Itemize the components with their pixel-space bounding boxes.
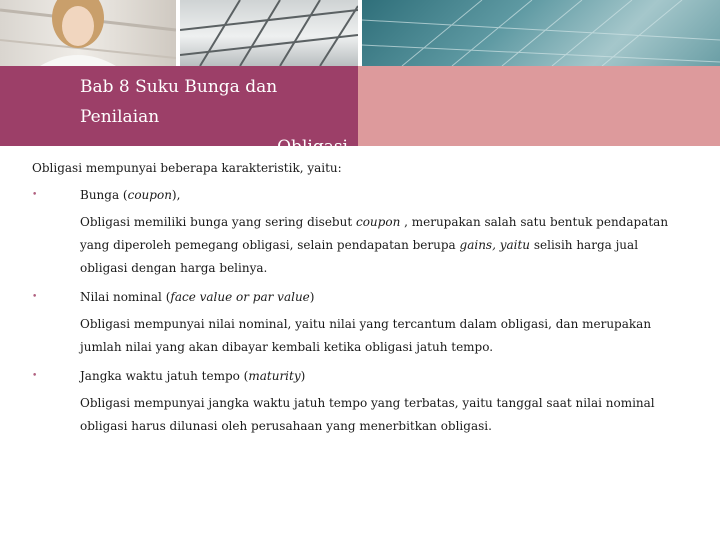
item-title-text: ) [309,290,315,304]
slide-content [32,157,682,444]
item-title-term: face value or par value [170,290,310,304]
item-title-text: Bunga ( [80,188,128,202]
item-description: Obligasi mempunyai nilai nominal, yaitu nilai yang tercantum dalam obligasi, dan merupakan jumlah nilai yang akan dibayar kembali ketika obligasi jatuh tempo. [80,317,652,354]
slide-title-line2: Obligasi [277,137,348,157]
slide-title-line1: Bab 8 Suku Bunga dan Penilaian [80,77,278,127]
item-description-term: gains, yaitu [459,238,531,252]
item-description-text: selisih harga jual obligasi dengan harga belinya. [80,238,639,275]
item-title-text: ) [300,369,306,383]
list-item-coupon [32,184,682,280]
title-band-right [358,66,720,146]
photo-woman [0,0,176,66]
item-title [80,184,682,207]
item-title-text: ), [171,188,181,202]
item-description-text: , merupakan salah satu bentuk pendapatan yang diperoleh pemegang obligasi, selain pendapatan berupa [80,215,669,252]
header-photo-strip [0,0,720,66]
list-item-face-value [32,286,682,359]
photo-glass-building [362,0,720,66]
item-description-term: coupon [355,215,401,229]
photo-architecture [180,0,358,66]
item-description: Obligasi mempunyai jangka waktu jatuh tempo yang terbatas, yaitu tanggal saat nilai nominal obligasi harus dilunasi oleh perusahaan yang menerbitkan obligasi. [80,396,655,433]
item-title-term: maturity [248,369,301,383]
glass-building-photo-art [362,0,720,66]
bullet-icon: • [32,292,38,302]
intro-text: Obligasi mempunyai beberapa karakteristik, yaitu: [32,161,342,175]
item-description-text: Obligasi memiliki bunga yang sering disebut [80,215,356,229]
bullet-icon: • [32,190,38,200]
item-title-term: coupon [127,188,172,202]
title-band [0,66,720,157]
item-title [80,365,682,388]
slide-title [80,72,348,162]
item-title-text: Jangka waktu jatuh tempo ( [80,369,249,383]
list-item-maturity [32,365,682,438]
item-title-text: Nilai nominal ( [80,290,171,304]
item-title [80,286,682,309]
architecture-photo-art [180,0,358,66]
woman-photo-art [0,0,176,66]
item-description [80,211,682,280]
bullet-icon: • [32,371,38,381]
